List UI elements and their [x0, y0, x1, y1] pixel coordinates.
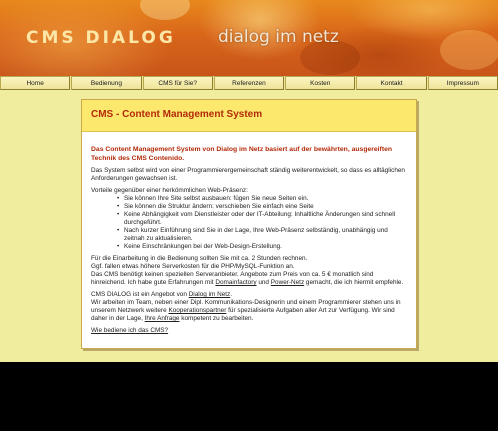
page-title: CMS - Content Management System — [91, 109, 263, 120]
link-kooperationspartner[interactable]: Kooperationspartner — [168, 307, 227, 314]
text: CMS DIALOG ist ein Angebot von — [91, 291, 189, 298]
content-panel — [81, 99, 417, 349]
main-nav — [0, 76, 498, 90]
link-ihre-anfrage[interactable]: Ihre Anfrage — [144, 315, 180, 322]
nav-referenzen[interactable]: Referenzen — [214, 76, 284, 90]
text: . — [230, 291, 233, 298]
link-power-netz[interactable]: Power-Netz — [270, 279, 305, 286]
panel-header — [82, 100, 416, 132]
page-bottom — [0, 362, 498, 431]
list-item: • Sie können die Struktur ändern: verschieben Sie einfach eine Seite — [119, 203, 407, 211]
site-logo[interactable]: CMS DIALOG — [26, 28, 176, 48]
intro-text: Das Content Management System von Dialog im Netz basiert auf der bewährten, ausgereiften Technik des CMS Contenido. — [91, 146, 393, 162]
text: Das CMS benötigt keinen speziellen Serveranbieter. Angebote zum Preis von ca. 5 € monatlich sind hinreichend. Ich habe gute Erfahrungen mit — [91, 271, 374, 286]
nav-kosten[interactable]: Kosten — [285, 76, 355, 90]
nav-impressum[interactable]: Impressum — [428, 76, 498, 90]
nav-bedienung[interactable]: Bedienung — [71, 76, 141, 90]
link-dialog-im-netz[interactable]: Dialog im Netz — [188, 291, 231, 298]
link-bedienung[interactable]: Wie bediene ich das CMS? — [91, 327, 169, 334]
text: gemacht, die ich hiermit empfehle. — [304, 279, 404, 286]
list-item: • Keine Abhängigkeit vom Dienstleister oder der IT-Abteilung: Inhaltliche Änderungen sind schnell durchgeführt. — [119, 211, 407, 227]
text: und — [256, 279, 271, 286]
list-item: • Nach kurzer Einführung sind Sie in der Lage, Ihre Web-Präsenz selbständig, unabhängig und zeitnah zu aktualisieren. — [119, 227, 407, 243]
banner-glow — [140, 0, 190, 20]
text: kompetent zu bearbeiten. — [179, 315, 254, 322]
nav-cms-fuer-sie[interactable]: CMS für Sie? — [143, 76, 213, 90]
list-item: • Keine Einschränkungen bei der Web-Design-Erstellung. — [119, 243, 407, 251]
header-banner — [0, 0, 498, 76]
text: Wir arbeiten im Team, neben einer Dipl. Kommunikations-Designerin und einem Programmierer stehen uns in unserem Netzwerk weitere — [91, 299, 401, 314]
content-area — [0, 90, 498, 362]
paragraph-about — [91, 291, 407, 323]
list-item: • Sie können Ihre Site selbst ausbauen: fügen Sie neue Seiten ein. — [119, 195, 407, 203]
paragraph-system: Das System selbst wird von einer Programmierergemeinschaft ständig weiterentwickelt, so dass es alltäglichen Anforderungen gewachsen ist. — [91, 167, 405, 182]
advantages-list — [119, 195, 407, 251]
banner-glow — [440, 30, 498, 70]
link-domainfactory[interactable]: Domainfactory — [215, 279, 257, 286]
site-tagline: dialog im netz — [218, 27, 339, 47]
advantages-heading: Vorteile gegenüber einer herkömmlichen Web-Präsenz: — [91, 187, 248, 194]
paragraph-costs — [91, 255, 407, 287]
text: Ggf. fallen etwas höhere Serverkosten für die PHP/MySQL-Funktion an. — [91, 263, 295, 270]
text: für spezialisierte Aufgaben aller Art zur Verfügung. Wir sind daher in der Lage, — [91, 307, 395, 322]
text: Für die Einarbeitung in die Bedienung sollten Sie mit ca. 2 Stunden rechnen. — [91, 255, 308, 262]
nav-kontakt[interactable]: Kontakt — [356, 76, 426, 90]
nav-home[interactable]: Home — [0, 76, 70, 90]
panel-body — [82, 132, 416, 335]
